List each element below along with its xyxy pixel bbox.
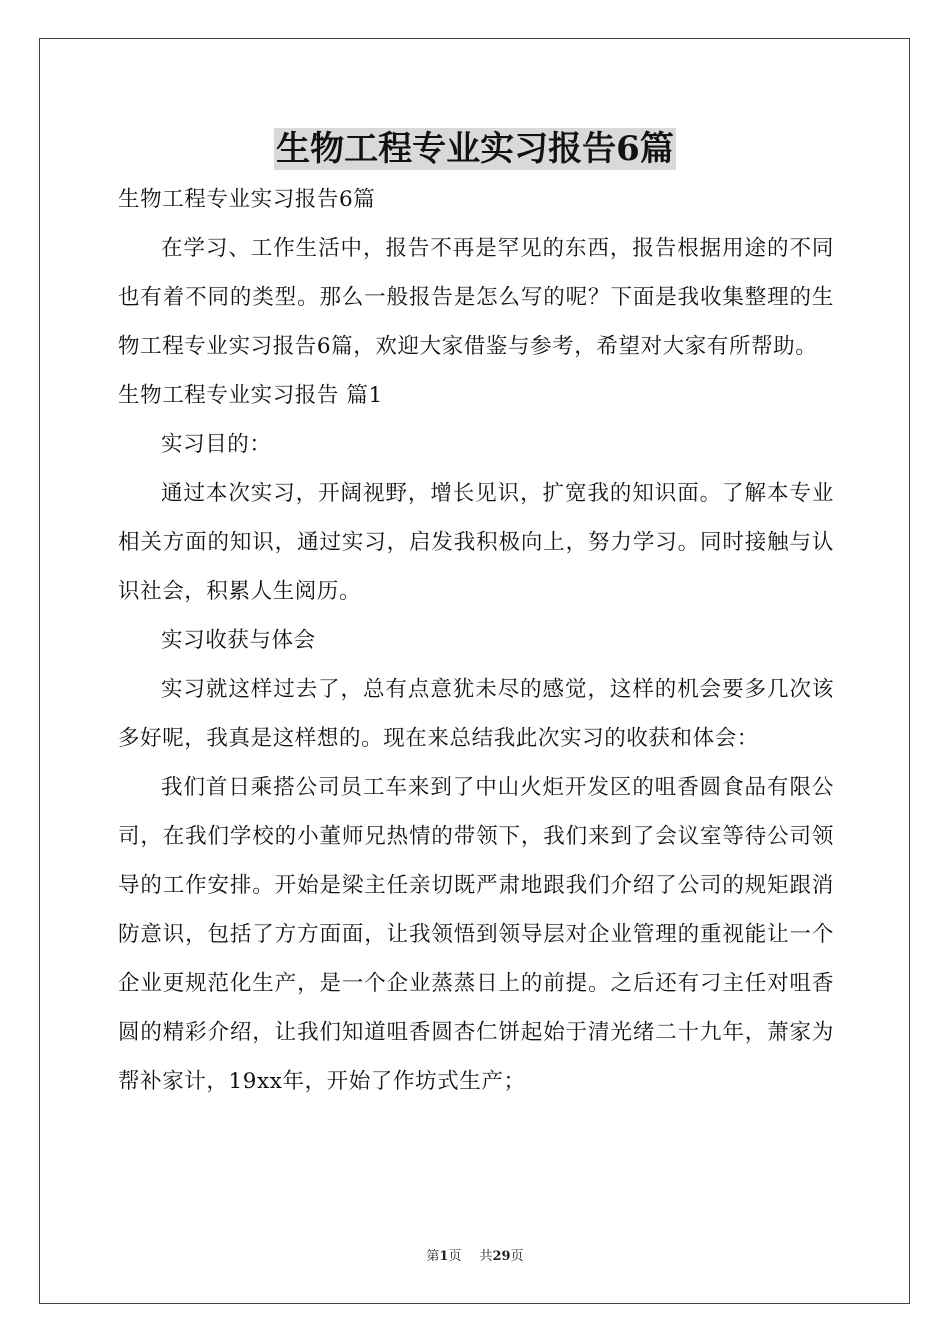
page-prefix: 第 xyxy=(426,1249,440,1264)
paragraph: 实习目的： xyxy=(161,432,272,457)
paragraph: 我们首日乘搭公司员工车来到了中山火炬开发区的咀香圆食品有限公司，在我们学校的小董师兄热情的带领下，我们来到了会议室等待公司领导的工作安排。开始是梁主任亲切既严肃地跟我们介绍了公司的规矩跟消防意识，包括了方方面面，让我领悟到领导层对企业管理的重视能让一个企业更规范化生产，是一个企业蒸蒸日上的前提。之后还有刁主任对咀香圆的精彩介绍，让我们知道咀香圆杏仁饼起始于清光绪二十九年，萧家为帮补家计，19xx年，开始了作坊式生产； xyxy=(118,775,834,1094)
paragraph: 通过本次实习，开阔视野，增长见识，扩宽我的知识面。了解本专业相关方面的知识，通过实习，启发我积极向上，努力学习。同时接触与认识社会，积累人生阅历。 xyxy=(118,481,834,604)
document-title: 生物工程专业实习报告6篇 xyxy=(276,129,674,169)
paragraph: 生物工程专业实习报告6篇 xyxy=(118,187,376,212)
paragraph: 在学习、工作生活中，报告不再是罕见的东西，报告根据用途的不同也有着不同的类型。那么一般报告是怎么写的呢？下面是我收集整理的生物工程专业实习报告6篇，欢迎大家借鉴与参考，希望对大家有所帮助。 xyxy=(118,236,834,359)
total-prefix: 共 xyxy=(479,1249,493,1264)
document-body xyxy=(118,175,834,1106)
page-suffix: 页 xyxy=(448,1249,462,1264)
page-footer xyxy=(0,1248,950,1266)
paragraph: 实习收获与体会 xyxy=(161,628,316,653)
current-page-number: 1 xyxy=(439,1249,449,1264)
paragraph: 生物工程专业实习报告 篇1 xyxy=(118,383,383,408)
paragraph: 实习就这样过去了，总有点意犹未尽的感觉，这样的机会要多几次该多好呢，我真是这样想的。现在来总结我此次实习的收获和体会： xyxy=(118,677,834,751)
total-page-count: 29 xyxy=(492,1249,511,1264)
title-container xyxy=(0,128,950,170)
total-suffix: 页 xyxy=(510,1249,524,1264)
